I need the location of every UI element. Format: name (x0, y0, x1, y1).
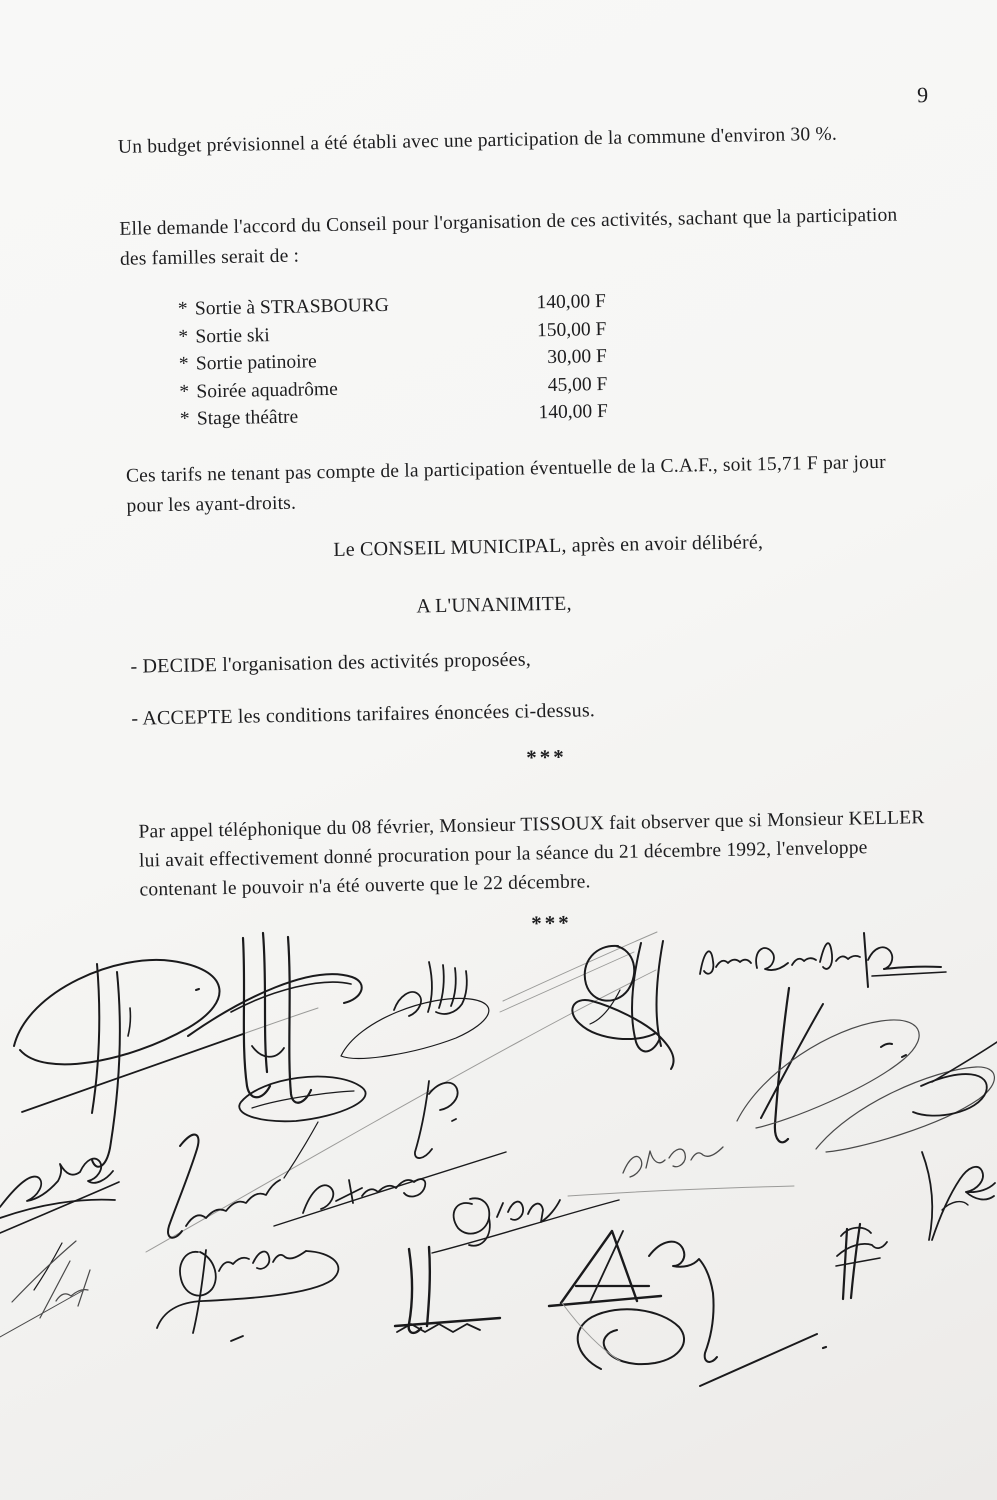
signature (623, 1147, 723, 1177)
bullet: * (177, 298, 188, 320)
signature (737, 988, 997, 1152)
line-unanimite: A L'UNANIMITE, (416, 592, 572, 618)
paragraph-budget: Un budget prévisionnel a été établi avec une participation de la commune d'environ 30 %. (117, 123, 838, 158)
section-separator: *** (531, 910, 572, 936)
tariff-label: Sortie ski (195, 324, 270, 347)
bullet: * (179, 381, 190, 403)
signature (168, 1077, 366, 1238)
tariff-label: Sortie à STRASBOURG (194, 294, 390, 320)
signature (0, 1200, 115, 1337)
bullet: * (178, 326, 189, 348)
section-separator: *** (525, 744, 567, 770)
signature (432, 1198, 619, 1253)
page-number: 9 (916, 82, 929, 108)
signature (395, 1231, 826, 1386)
tariff-price: 140,00 F (538, 400, 609, 424)
line-accepte: - ACCEPTE les conditions tarifaires énoncées ci-dessus. (131, 699, 596, 730)
tariff-label: Soirée aquadrôme (196, 378, 338, 402)
tariff-price: 150,00 F (536, 318, 607, 341)
tariff-price: 45,00 F (547, 373, 608, 396)
bullet: * (178, 353, 189, 375)
paragraph-demande: Elle demande l'accord du Conseil pour l'organisation de ces activités, sachant que la participation des familles serait de : (119, 204, 898, 270)
signature (922, 1152, 995, 1240)
signature (836, 1224, 887, 1299)
signature (415, 1081, 458, 1158)
tariff-price: 140,00 F (536, 290, 607, 314)
tariff-label: Sortie patinoire (195, 351, 317, 375)
bullet: * (179, 408, 190, 430)
paragraph-tarifs: Ces tarifs ne tenant pas compte de la participation éventuelle de la C.A.F., soit 15,71 F par jour pour les ayant-droits. (125, 451, 886, 517)
signature (0, 1159, 119, 1290)
signature (157, 1250, 338, 1341)
line-decide: - DECIDE l'organisation des activités proposées, (130, 648, 532, 678)
signature (14, 960, 243, 1167)
signature (700, 933, 946, 987)
paragraph-tissoux: Par appel téléphonique du 08 février, Monsieur TISSOUX fait observer que si Monsieur KELLER lui avait effectivement donné procuration pour la séance du 21 décembre 1992, l'enveloppe contenant le pouvoir n'a été ouverte que le 22 décembre. (138, 807, 925, 901)
tariff-price: 30,00 F (547, 345, 608, 369)
tariff-label: Stage théâtre (196, 406, 299, 430)
signature (274, 1152, 506, 1226)
line-conseil-municipal: Le CONSEIL MUNICIPAL, après en avoir délibéré, (333, 531, 764, 561)
signature (341, 962, 489, 1058)
